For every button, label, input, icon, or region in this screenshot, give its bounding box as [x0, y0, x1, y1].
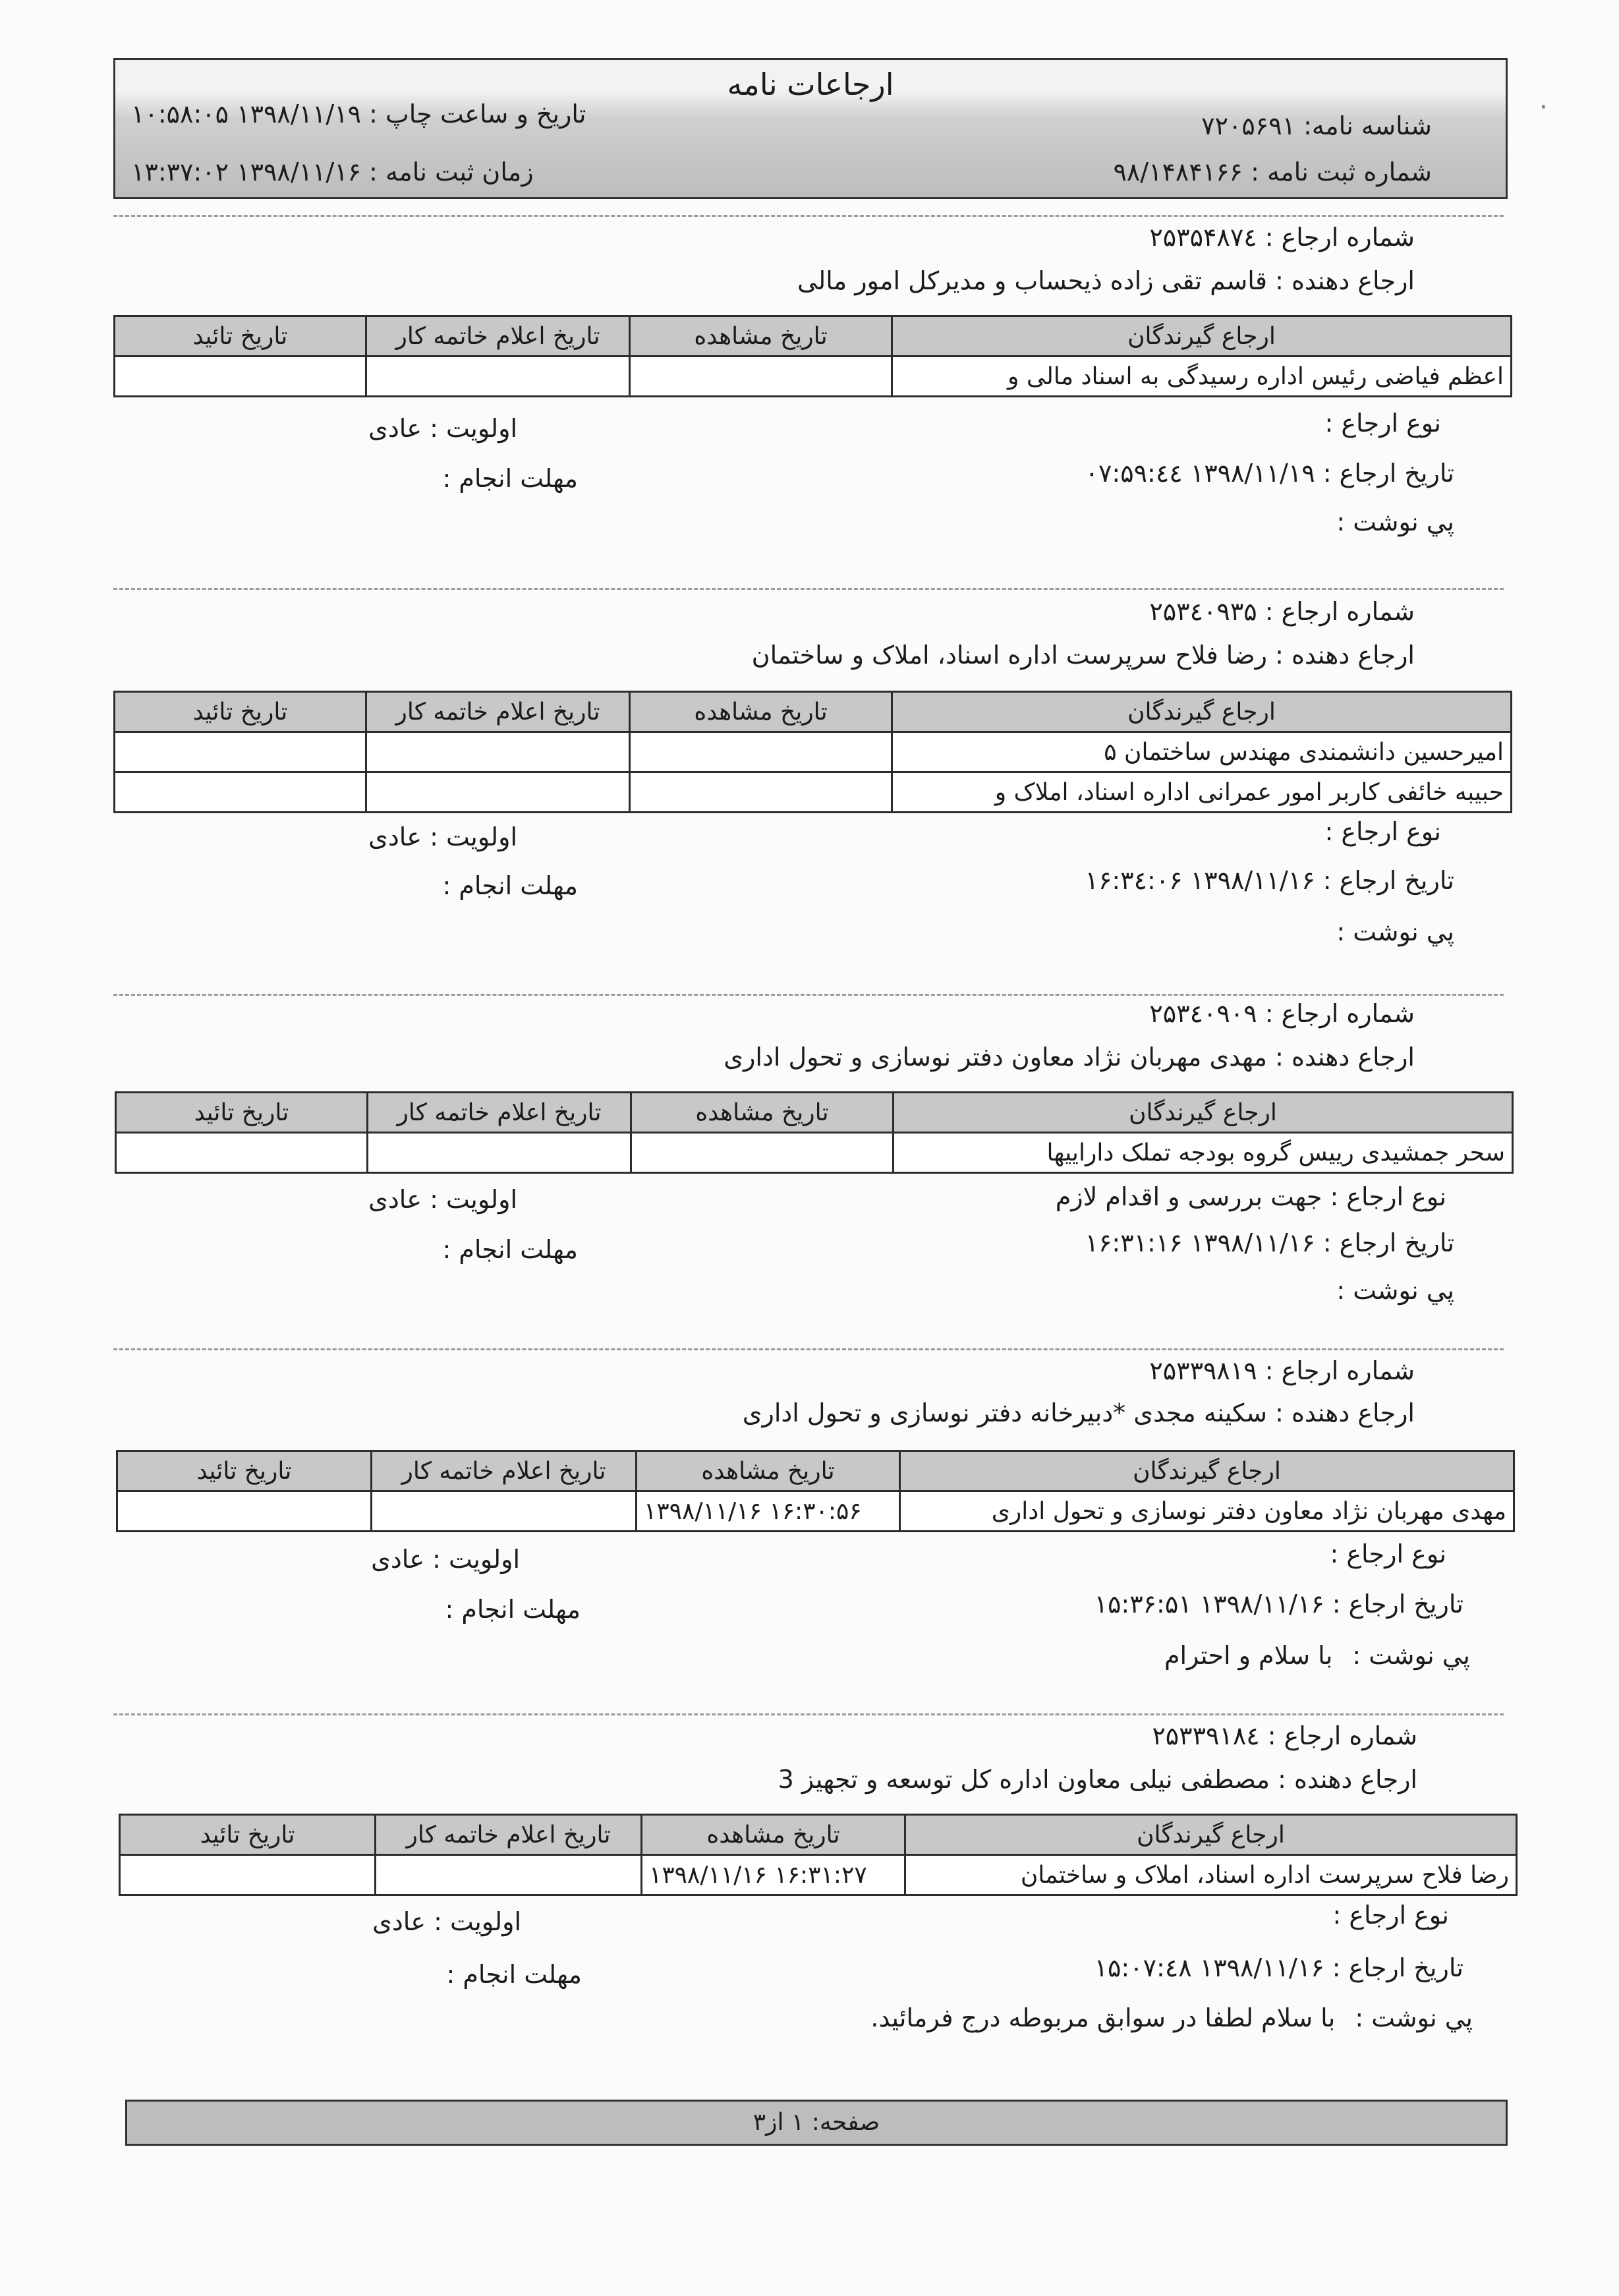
report-title: ارجاعات نامه: [727, 67, 894, 102]
print-datetime-row: [131, 100, 586, 129]
col-view-date: تاریخ مشاهده: [642, 1815, 905, 1855]
priority-value: عادی: [371, 1545, 425, 1574]
view-date: [631, 1133, 894, 1173]
priority-row: [372, 1907, 521, 1936]
ref-number-row: [1149, 223, 1415, 252]
ref-date-value: ۱۳۹۸/۱۱/۱۶ ۱۶:۳۱:۱۶: [1085, 1228, 1315, 1257]
table-header-row: [115, 316, 1512, 357]
recipient-name: امیرحسین دانشمندی مهندس ساختمان ۵: [892, 732, 1512, 772]
ref-date-row: [1094, 1953, 1463, 1982]
recipient-name: حبیبه خائفی کاربر امور عمرانی اداره اسناد، املاک و: [892, 772, 1512, 813]
deadline-label: مهلت انجام :: [442, 1235, 578, 1264]
recipient-name: اعظم فیاضی رئیس اداره رسیدگی به اسناد مالی و: [892, 357, 1512, 397]
letter-id-row: [1201, 111, 1432, 140]
col-recipients: ارجاع گیرندگان: [894, 1093, 1513, 1133]
ref-date-value: ۱۳۹۸/۱۱/۱۶ ۱۵:۳۶:۵۱: [1094, 1590, 1324, 1619]
deadline-label: مهلت انجام :: [442, 464, 578, 493]
page-number: صفحه: ۱ از۳: [753, 2109, 880, 2136]
reg-time-value: ۱۳۹۸/۱۱/۱۶ ۱۳:۳۷:۰۲: [131, 158, 362, 187]
ref-date-label: تاریخ ارجاع :: [1322, 459, 1454, 488]
separator: [113, 215, 1504, 217]
deadline-row: [445, 1595, 581, 1624]
scan-mark: ·: [1539, 92, 1548, 123]
note-row: [1336, 507, 1454, 536]
referrer-label: ارجاع دهنده :: [1275, 641, 1415, 670]
ref-number-value: ۲۵۳٤۰۹۳۵: [1149, 597, 1257, 626]
note-label: پي نوشت :: [1336, 917, 1454, 946]
referrer-row: [778, 1765, 1417, 1794]
priority-label: اولویت :: [434, 1907, 521, 1936]
priority-label: اولویت :: [430, 414, 517, 443]
ref-number-label: شماره ارجاع :: [1264, 999, 1415, 1028]
col-completion-date: تاریخ اعلام خاتمه کار: [368, 1093, 631, 1133]
ref-date-row: [1094, 1590, 1463, 1619]
completion-date: [366, 772, 630, 813]
recipient-name: سحر جمشیدی ریيس گروه بودجه تملک داراییها: [894, 1133, 1513, 1173]
ref-date-label: تاریخ ارجاع :: [1332, 1953, 1463, 1982]
separator: [113, 1348, 1504, 1350]
ref-type-row: [1325, 817, 1442, 846]
ref-type-value: جهت بررسی و اقدام لازم: [1055, 1182, 1322, 1211]
ref-type-row: [1325, 409, 1442, 438]
referrer-value: رضا فلاح سرپرست اداره اسناد، املاک و ساختمان: [751, 641, 1267, 670]
ref-number-row: [1152, 1721, 1417, 1750]
col-recipients: ارجاع گیرندگان: [900, 1451, 1514, 1491]
col-view-date: تاریخ مشاهده: [630, 316, 892, 357]
col-view-date: تاریخ مشاهده: [631, 1093, 894, 1133]
ref-date-row: [1085, 1228, 1454, 1257]
deadline-label: مهلت انجام :: [446, 1960, 582, 1989]
priority-value: عادی: [368, 1185, 422, 1214]
table-row: [115, 732, 1512, 772]
priority-row: [371, 1545, 520, 1574]
col-completion-date: تاریخ اعلام خاتمه کار: [376, 1815, 642, 1855]
priority-value: عادی: [372, 1907, 426, 1936]
recipients-table: [116, 1450, 1515, 1532]
table-row: [117, 1491, 1514, 1532]
ref-type-label: نوع ارجاع :: [1324, 817, 1441, 846]
note-row: [1336, 917, 1454, 946]
col-completion-date: تاریخ اعلام خاتمه کار: [366, 692, 630, 732]
referrer-row: [724, 1043, 1415, 1072]
approval-date: [116, 1133, 368, 1173]
col-approval-date: تاریخ تائید: [116, 1093, 368, 1133]
ref-type-row: [1333, 1901, 1450, 1930]
completion-date: [366, 357, 630, 397]
col-recipients: ارجاع گیرندگان: [892, 316, 1512, 357]
separator: [113, 1713, 1504, 1715]
referrer-value: سکینه مجدی *دبیرخانه دفتر نوسازی و تحول اداری: [742, 1398, 1267, 1427]
ref-type-label: نوع ارجاع :: [1332, 1901, 1449, 1930]
ref-type-label: نوع ارجاع :: [1330, 1539, 1446, 1568]
referrer-value: مصطفی نیلی معاون اداره کل توسعه و تجهیز 3: [778, 1765, 1270, 1794]
table-row: [115, 357, 1512, 397]
ref-number-label: شماره ارجاع :: [1267, 1721, 1417, 1750]
deadline-label: مهلت انجام :: [442, 871, 578, 900]
ref-number-row: [1149, 597, 1415, 626]
completion-date: [366, 732, 630, 772]
note-value: با سلام لطفا در سوابق مربوطه درج فرمائید.: [870, 2003, 1336, 2032]
ref-date-row: [1085, 866, 1454, 895]
ref-number-value: ۲۵۳۳۹۱۸٤: [1152, 1721, 1260, 1750]
ref-date-value: ۱۳۹۸/۱۱/۱۶ ۱۶:۳٤:۰۶: [1085, 866, 1315, 895]
ref-type-label: نوع ارجاع :: [1330, 1182, 1446, 1211]
note-label: پي نوشت :: [1352, 1641, 1470, 1670]
deadline-label: مهلت انجام :: [445, 1595, 581, 1624]
table-header-row: [117, 1451, 1514, 1491]
view-date: [630, 732, 892, 772]
priority-label: اولویت :: [430, 822, 517, 851]
col-approval-date: تاریخ تائید: [117, 1451, 372, 1491]
print-datetime-value: ۱۳۹۸/۱۱/۱۹ ۱۰:۵۸:۰۵: [131, 100, 362, 129]
page-footer: [125, 2100, 1508, 2146]
col-view-date: تاریخ مشاهده: [637, 1451, 900, 1491]
note-label: پي نوشت :: [1336, 507, 1454, 536]
note-row: [870, 2003, 1473, 2032]
view-date: [630, 357, 892, 397]
table-header-row: [116, 1093, 1513, 1133]
separator: [113, 588, 1504, 590]
reg-number-label: شماره ثبت نامه :: [1251, 158, 1432, 187]
ref-date-label: تاریخ ارجاع :: [1322, 1228, 1454, 1257]
col-completion-date: تاریخ اعلام خاتمه کار: [372, 1451, 637, 1491]
table-header-row: [115, 692, 1512, 732]
approval-date: [120, 1855, 376, 1895]
ref-number-value: ۲۵۳٤۰۹۰۹: [1149, 999, 1257, 1028]
view-date: ۱۳۹۸/۱۱/۱۶ ۱۶:۳۰:۵۶: [637, 1491, 900, 1532]
reg-number-row: [1113, 158, 1432, 187]
approval-date: [115, 357, 366, 397]
approval-date: [117, 1491, 372, 1532]
referrer-value: قاسم تقی زاده ذیحساب و مدیرکل امور مالی: [797, 266, 1267, 295]
recipients-table: [113, 315, 1512, 397]
referrer-label: ارجاع دهنده :: [1278, 1765, 1417, 1794]
priority-label: اولویت :: [432, 1545, 520, 1574]
col-approval-date: تاریخ تائید: [115, 692, 366, 732]
priority-row: [368, 822, 517, 851]
ref-number-value: ۲۵۳۳۹۸۱۹: [1149, 1356, 1257, 1385]
ref-number-label: شماره ارجاع :: [1264, 223, 1415, 252]
ref-number-label: شماره ارجاع :: [1264, 597, 1415, 626]
col-recipients: ارجاع گیرندگان: [905, 1815, 1517, 1855]
deadline-row: [447, 1960, 582, 1989]
priority-value: عادی: [368, 414, 422, 443]
ref-type-row: [1056, 1182, 1446, 1211]
ref-date-value: ۱۳۹۸/۱۱/۱۶ ۱۵:۰۷:٤۸: [1094, 1953, 1324, 1982]
letter-id-label: شناسه نامه:: [1303, 111, 1432, 140]
referrer-label: ارجاع دهنده :: [1275, 1043, 1415, 1072]
ref-number-row: [1149, 1356, 1415, 1385]
priority-value: عادی: [368, 822, 422, 851]
completion-date: [372, 1491, 637, 1532]
ref-date-label: تاریخ ارجاع :: [1332, 1590, 1463, 1619]
table-header-row: [120, 1815, 1517, 1855]
referrer-row: [752, 641, 1415, 670]
col-view-date: تاریخ مشاهده: [630, 692, 892, 732]
col-approval-date: تاریخ تائید: [120, 1815, 376, 1855]
ref-date-value: ۱۳۹۸/۱۱/۱۹ ۰۷:۵۹:٤٤: [1085, 459, 1315, 488]
reg-number-value: ۹۸/۱۴۸۴۱۶۶: [1113, 158, 1243, 187]
priority-row: [368, 1185, 517, 1214]
separator: [113, 994, 1504, 996]
recipients-table: [119, 1814, 1518, 1896]
view-date: [630, 772, 892, 813]
ref-type-label: نوع ارجاع :: [1324, 409, 1441, 438]
approval-date: [115, 772, 366, 813]
view-date: ۱۳۹۸/۱۱/۱۶ ۱۶:۳۱:۲۷: [642, 1855, 905, 1895]
referrer-row: [743, 1398, 1415, 1427]
deadline-row: [443, 464, 579, 493]
ref-date-label: تاریخ ارجاع :: [1322, 866, 1454, 895]
recipient-name: رضا فلاح سرپرست اداره اسناد، املاک و ساختمان: [905, 1855, 1517, 1895]
table-row: [120, 1855, 1517, 1895]
table-row: [115, 772, 1512, 813]
note-row: [1336, 1276, 1454, 1305]
referrer-value: مهدی مهربان نژاد معاون دفتر نوسازی و تحول اداری: [724, 1043, 1267, 1072]
ref-number-value: ۲۵۳۵۴۸۷٤: [1149, 223, 1257, 252]
recipients-table: [115, 1091, 1514, 1174]
ref-date-row: [1085, 459, 1454, 488]
col-approval-date: تاریخ تائید: [115, 316, 366, 357]
approval-date: [115, 732, 366, 772]
referrer-row: [797, 266, 1415, 295]
note-row: [1164, 1641, 1470, 1670]
note-label: پي نوشت :: [1336, 1276, 1454, 1305]
ref-number-label: شماره ارجاع :: [1264, 1356, 1415, 1385]
recipients-table: [113, 691, 1512, 813]
report-header: [113, 58, 1508, 199]
referrer-label: ارجاع دهنده :: [1275, 266, 1415, 295]
ref-type-row: [1330, 1539, 1447, 1568]
completion-date: [368, 1133, 631, 1173]
note-label: پي نوشت :: [1355, 2003, 1473, 2032]
print-datetime-label: تاریخ و ساعت چاپ :: [369, 100, 586, 129]
ref-number-row: [1149, 999, 1415, 1028]
reg-time-row: [131, 158, 534, 187]
priority-label: اولویت :: [430, 1185, 517, 1214]
col-recipients: ارجاع گیرندگان: [892, 692, 1512, 732]
completion-date: [376, 1855, 642, 1895]
deadline-row: [443, 1235, 579, 1264]
reg-time-label: زمان ثبت نامه :: [369, 158, 534, 187]
col-completion-date: تاریخ اعلام خاتمه کار: [366, 316, 630, 357]
priority-row: [368, 414, 517, 443]
letter-id-value: ۷۲۰۵۶۹۱: [1201, 111, 1296, 140]
deadline-row: [443, 871, 579, 900]
table-row: [116, 1133, 1513, 1173]
note-value: با سلام و احترام: [1164, 1641, 1333, 1670]
referrer-label: ارجاع دهنده :: [1275, 1398, 1415, 1427]
recipient-name: مهدی مهربان نژاد معاون دفتر نوسازی و تحول اداری: [900, 1491, 1514, 1532]
